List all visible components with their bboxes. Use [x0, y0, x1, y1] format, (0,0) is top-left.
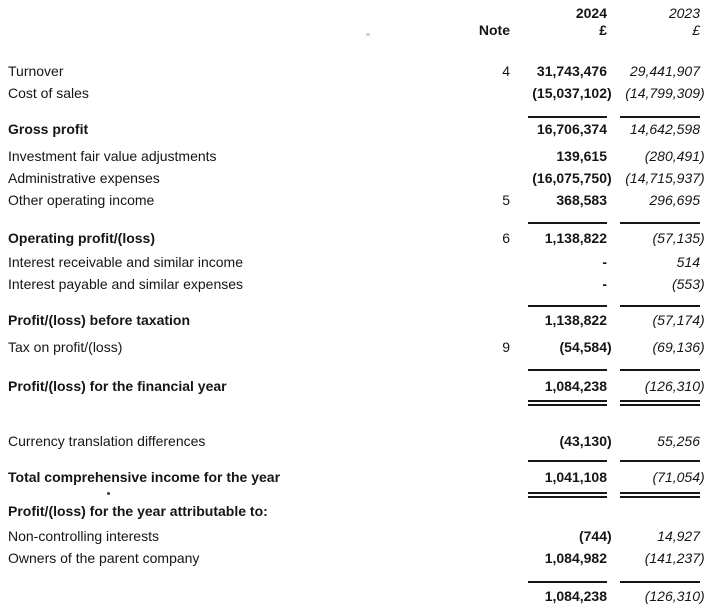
column-header-note: Note [478, 22, 510, 38]
value-2024: (43,130) [559, 433, 612, 449]
row-label: Tax on profit/(loss) [8, 339, 123, 355]
row-label: Non-controlling interests [8, 528, 159, 544]
value-2024: 1,084,238 [544, 588, 607, 604]
total-rule-prior [620, 460, 700, 462]
row-label: Other operating income [8, 192, 155, 208]
statement-row [0, 588, 710, 604]
statement-row [0, 433, 710, 449]
value-2023: 14,927 [657, 528, 700, 544]
row-label: Investment fair value adjustments [8, 148, 217, 164]
value-2024: 31,743,476 [536, 63, 607, 79]
value-2024: 1,084,982 [544, 550, 607, 566]
row-label: Total comprehensive income for the year [8, 469, 281, 485]
value-2023: (141,237) [644, 550, 705, 566]
value-2023: 296,695 [649, 192, 700, 208]
double-rule-current [528, 492, 607, 498]
row-note-ref: 4 [502, 63, 510, 79]
total-rule-current [528, 222, 607, 224]
value-2023: 29,441,907 [629, 63, 700, 79]
value-2024: 1,138,822 [544, 230, 607, 246]
value-2023: (14,715,937) [625, 170, 705, 186]
statement-row [0, 63, 710, 79]
total-rule-current [528, 305, 607, 307]
value-2024: 1,084,238 [544, 378, 607, 394]
value-2024: 1,138,822 [544, 312, 607, 328]
value-2024: 1,041,108 [544, 469, 607, 485]
double-rule-current [528, 400, 607, 406]
row-label: Gross profit [8, 121, 89, 137]
column-header-units [0, 22, 710, 38]
value-2023: (57,135) [652, 230, 705, 246]
column-header-year-current: 2024 [575, 5, 607, 21]
column-header-currency-current: £ [599, 22, 607, 38]
statement-row [0, 276, 710, 292]
row-label: Interest payable and similar expenses [8, 276, 244, 292]
row-label: Administrative expenses [8, 170, 160, 186]
total-rule-prior [620, 116, 700, 118]
value-2023: 55,256 [657, 433, 700, 449]
row-note-ref: 9 [502, 339, 510, 355]
statement-row [0, 312, 710, 328]
total-rule-prior [620, 305, 700, 307]
row-label: Profit/(loss) for the financial year [8, 378, 227, 394]
statement-row [0, 503, 710, 519]
statement-row [0, 254, 710, 270]
statement-row [0, 528, 710, 544]
value-2024: - [602, 254, 607, 270]
total-rule-current [528, 116, 607, 118]
row-label: Profit/(loss) before taxation [8, 312, 191, 328]
row-label: Owners of the parent company [8, 550, 200, 566]
total-rule-prior [620, 222, 700, 224]
value-2023: (71,054) [652, 469, 705, 485]
row-label: Cost of sales [8, 85, 89, 101]
statement-row [0, 339, 710, 355]
value-2024: 16,706,374 [536, 121, 607, 137]
value-2023: (126,310) [644, 378, 705, 394]
value-2023: (69,136) [652, 339, 705, 355]
double-rule-prior [620, 400, 700, 406]
column-header-years [0, 5, 710, 21]
row-label: Interest receivable and similar income [8, 254, 243, 270]
value-2023: (57,174) [652, 312, 705, 328]
double-rule-prior [620, 492, 700, 498]
column-header-currency-prior: £ [692, 22, 700, 38]
total-rule-current [528, 581, 607, 583]
column-header-year-prior: 2023 [668, 5, 700, 21]
statement-row [0, 469, 710, 485]
statement-row [0, 192, 710, 208]
value-2024: 139,615 [556, 148, 607, 164]
statement-row [0, 378, 710, 394]
value-2024: - [602, 276, 607, 292]
value-2023: 514 [676, 254, 700, 270]
total-rule-prior [620, 369, 700, 371]
value-2023: (126,310) [644, 588, 705, 604]
row-label: Turnover [8, 63, 64, 79]
row-label: Operating profit/(loss) [8, 230, 155, 246]
value-2023: (14,799,309) [625, 85, 705, 101]
value-2024: (54,584) [559, 339, 612, 355]
total-rule-prior [620, 581, 700, 583]
row-note-ref: 6 [502, 230, 510, 246]
row-label: Currency translation differences [8, 433, 206, 449]
statement-row [0, 85, 710, 101]
row-note-ref: 5 [502, 192, 510, 208]
value-2024: (744) [578, 528, 612, 544]
scan-artifact [366, 33, 370, 36]
statement-row [0, 230, 710, 246]
statement-row [0, 550, 710, 566]
value-2024: (16,075,750) [532, 170, 612, 186]
value-2024: (15,037,102) [532, 85, 612, 101]
value-2023: 14,642,598 [629, 121, 700, 137]
statement-row [0, 121, 710, 137]
total-rule-current [528, 369, 607, 371]
statement-row [0, 170, 710, 186]
value-2023: (280,491) [644, 148, 705, 164]
row-label: Profit/(loss) for the year attributable to: [8, 503, 268, 519]
value-2023: (553) [671, 276, 705, 292]
statement-row [0, 148, 710, 164]
total-rule-current [528, 460, 607, 462]
value-2024: 368,583 [556, 192, 607, 208]
scan-artifact [107, 492, 110, 495]
